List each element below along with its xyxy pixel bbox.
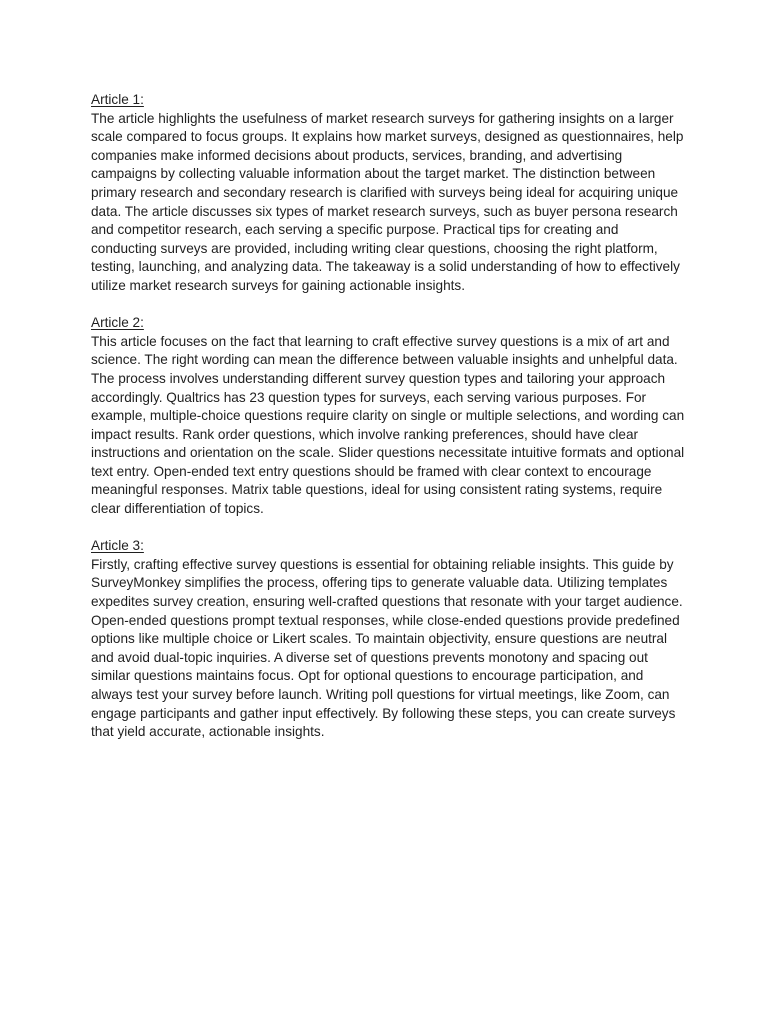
article-1 xyxy=(91,91,687,296)
article-2 xyxy=(91,314,687,519)
article-3-body: Firstly, crafting effective survey questions is essential for obtaining reliable insights. This guide by SurveyMonkey simplifies the process, offering tips to generate valuable data. Utilizing templates expedites survey creation, ensuring well-crafted questions that resonate with your target audience. Open-ended questions prompt textual responses, while close-ended questions provide predefined options like multiple choice or Likert scales. To maintain objectivity, ensure questions are neutral and avoid dual-topic inquiries. A diverse set of questions prevents monotony and spacing out similar questions maintains focus. Opt for optional questions to encourage participation, and always test your survey before launch. Writing poll questions for virtual meetings, like Zoom, can engage participants and gather input effectively. By following these steps, you can create surveys that yield accurate, actionable insights. xyxy=(91,556,683,740)
document-content xyxy=(91,91,687,760)
article-3-heading: Article 3: xyxy=(91,538,144,554)
article-1-body: The article highlights the usefulness of market research surveys for gathering insights on a larger scale compared to focus groups. It explains how market surveys, designed as questionnaires, help companies make informed decisions about products, services, branding, and advertising campaigns by collecting valuable information about the target market. The distinction between primary research and secondary research is clarified with surveys being ideal for acquiring unique data. The article discusses six types of market research surveys, such as buyer persona research and competitor research, each serving a specific purpose. Practical tips for creating and conducting surveys are provided, including writing clear questions, choosing the right platform, testing, launching, and analyzing data. The takeaway is a solid understanding of how to effectively utilize market research surveys for gaining actionable insights. xyxy=(91,110,684,293)
article-3 xyxy=(91,537,687,742)
article-2-body: This article focuses on the fact that learning to craft effective survey questions is a mix of art and science. The right wording can mean the difference between valuable insights and unhelpful data. The process involves understanding different survey question types and tailoring your approach accordingly. Qualtrics has 23 question types for surveys, each serving various purposes. For example, multiple-choice questions require clarity on single or multiple selections, and wording can impact results. Rank order questions, which involve ranking preferences, should have clear instructions and orientation on the scale. Slider questions necessitate intuitive formats and optional text entry. Open-ended text entry questions should be framed with clear context to encourage meaningful responses. Matrix table questions, ideal for using consistent rating systems, require clear differentiation of topics. xyxy=(91,333,685,517)
article-2-heading: Article 2: xyxy=(91,315,144,331)
article-1-heading: Article 1: xyxy=(91,92,144,107)
